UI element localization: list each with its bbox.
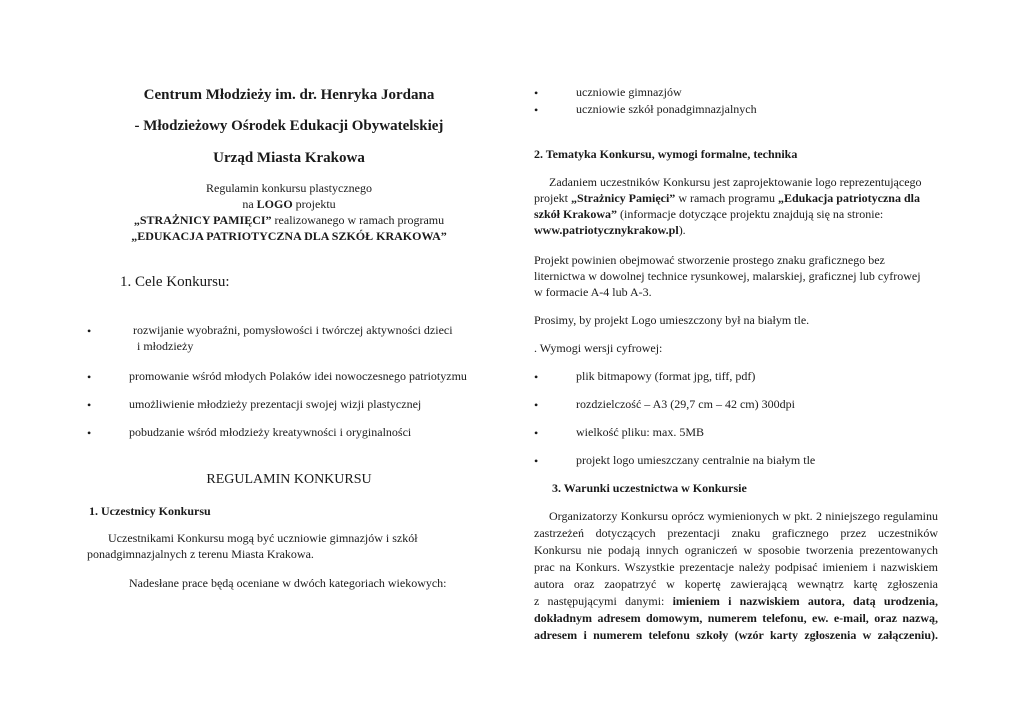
warunki-line-8: adresem i numerem telefonu szkoły (wzór karty zgłoszenia w załączeniu). (534, 628, 938, 642)
digital-item-format: plik bitmapowy (format jpg, tiff, pdf) (576, 369, 756, 383)
reg-line3-project: „STRAŻNICY PAMIĘCI” (133, 213, 272, 227)
section-cele-heading: 1. Cele Konkursu: (120, 274, 230, 290)
tematyka-p-line1: Zadaniem uczestników Konkursu jest zaprojektowanie logo reprezentującego (549, 175, 922, 189)
warunki-heading: 3. Warunki uczestnictwa w Konkursie (552, 481, 747, 495)
warunki-line-2: zastrzeżeń dotyczących prezentacji znaku graficznego przez uczestników (534, 526, 938, 540)
kategorie-para: Nadesłane prace będą oceniane w dwóch kategoriach wiekowych: (129, 576, 447, 590)
category-ponadgimnazjalne: uczniowie szkół ponadgimnazjalnych (576, 102, 757, 116)
digital-item-centered: projekt logo umieszczany centralnie na białym tle (576, 453, 816, 467)
bullet-4: • (87, 426, 92, 440)
regulamin-heading: REGULAMIN KONKURSU (206, 472, 372, 487)
cat-bullet-1: • (534, 86, 539, 100)
digital-item-size: wielkość pliku: max. 5MB (576, 425, 704, 439)
p3-line2-c: w ramach programu (675, 191, 778, 205)
goal-item-1-cont: i młodzieży (137, 339, 194, 353)
reg-line2-c: projektu (292, 197, 336, 211)
tematyka-heading: 2. Tematyka Konkursu, wymogi formalne, technika (534, 147, 798, 161)
p3-line4-b: ). (678, 223, 686, 237)
bullet-3: • (87, 398, 92, 412)
warunki-line-7: dokładnym adresem domowym, numerem telefonu, ew. e-mail, oraz nazwą, (534, 611, 938, 625)
reg-line3-b: realizowanego w ramach programu (271, 213, 445, 227)
uczestnicy-heading: 1. Uczestnicy Konkursu (89, 504, 211, 518)
p3-szkol-krakowa: szkół Krakowa” (534, 207, 618, 221)
goal-item-2: promowanie wśród młodych Polaków idei nowoczesnego patriotyzmu (129, 369, 467, 383)
tematyka-p-line4 (534, 222, 686, 239)
projekt-p-line2: liternictwa w dowolnej technice rysunkowej, malarskiej, graficznej lub cyfrowej (534, 269, 921, 283)
title-centrum: Centrum Młodzieży im. dr. Henryka Jordana (143, 87, 435, 103)
biale-tlo-para: Prosimy, by projekt Logo umieszczony był na białym tle. (534, 313, 810, 327)
title-urzad: Urząd Miasta Krakowa (213, 150, 365, 166)
category-gimnazja: uczniowie gimnazjów (576, 85, 682, 99)
projekt-p-line1: Projekt powinien obejmować stworzenie prostego znaku graficznego bez (534, 253, 885, 267)
regulamin-line3 (82, 212, 496, 228)
uczestnicy-p1-line2: ponadgimnazjalnych z terenu Miasta Krakowa. (87, 547, 314, 561)
reg-line2-logo: LOGO (256, 197, 293, 211)
dig-bullet-4: • (534, 454, 539, 468)
warunki-line-6 (534, 593, 938, 610)
goal-item-4: pobudzanie wśród młodzieży kreatywności i oryginalności (129, 425, 412, 439)
dig-bullet-1: • (534, 370, 539, 384)
bullet-1: • (87, 324, 92, 338)
wymogi-cyfrowe-heading: . Wymogi wersji cyfrowej: (534, 341, 663, 355)
p3-line2-a: projekt (534, 191, 571, 205)
bullet-2: • (87, 370, 92, 384)
warunki-line-3: Konkursu nie podają innych ograniczeń w sposobie tworzenia prezentowanych (534, 543, 938, 557)
goal-item-3: umożliwienie młodzieży prezentacji swojej wizji plastycznej (129, 397, 422, 411)
title-osrodek: - Młodzieżowy Ośrodek Edukacji Obywatelskiej (134, 118, 444, 134)
dig-bullet-3: • (534, 426, 539, 440)
uczestnicy-p1-line1: Uczestnikami Konkursu mogą być uczniowie gimnazjów i szkół (108, 531, 418, 545)
dig-bullet-2: • (534, 398, 539, 412)
cat-bullet-2: • (534, 103, 539, 117)
warunki-line-4: prac na Konkurs. Wszystkie prezentacje należy podpisać imieniem i nazwiskiem (534, 560, 938, 574)
goal-item-1: rozwijanie wyobraźni, pomysłowości i twórczej aktywności dzieci (133, 323, 453, 337)
p7-line6-b: imieniem i nazwiskiem autora, datą urodzenia, (672, 594, 938, 608)
tematyka-p-line2 (534, 190, 920, 207)
warunki-paragraph (534, 508, 938, 644)
warunki-line-5: autora oraz zaopatrzyć w kopertę zawierającą wewnątrz kartę zgłoszenia (534, 577, 938, 591)
regulamin-line2 (82, 196, 496, 212)
projekt-p-line3: w formacie A-4 lub A-3. (534, 285, 652, 299)
p3-edukacja: „Edukacja patriotyczna dla (777, 191, 920, 205)
regulamin-line4: „EDUKACJA PATRIOTYCZNA DLA SZKÓŁ KRAKOWA” (131, 229, 447, 243)
warunki-line-1: Organizatorzy Konkursu oprócz wymienionych w pkt. 2 niniejszego regulaminu (549, 509, 938, 523)
reg-line2-a: na (242, 197, 257, 211)
tematyka-p-line3 (534, 206, 883, 223)
website-link[interactable]: www.patriotycznykrakow.pl (534, 223, 679, 237)
regulamin-line1: Regulamin konkursu plastycznego (206, 181, 372, 195)
p3-line3-b: (informacje dotyczące projektu znajdują się na stronie: (617, 207, 884, 221)
p3-straznicy: „Strażnicy Pamięci” (571, 191, 676, 205)
p7-line6-a: z następującymi danymi: (534, 594, 673, 608)
digital-item-resolution: rozdzielczość – A3 (29,7 cm – 42 cm) 300dpi (576, 397, 795, 411)
